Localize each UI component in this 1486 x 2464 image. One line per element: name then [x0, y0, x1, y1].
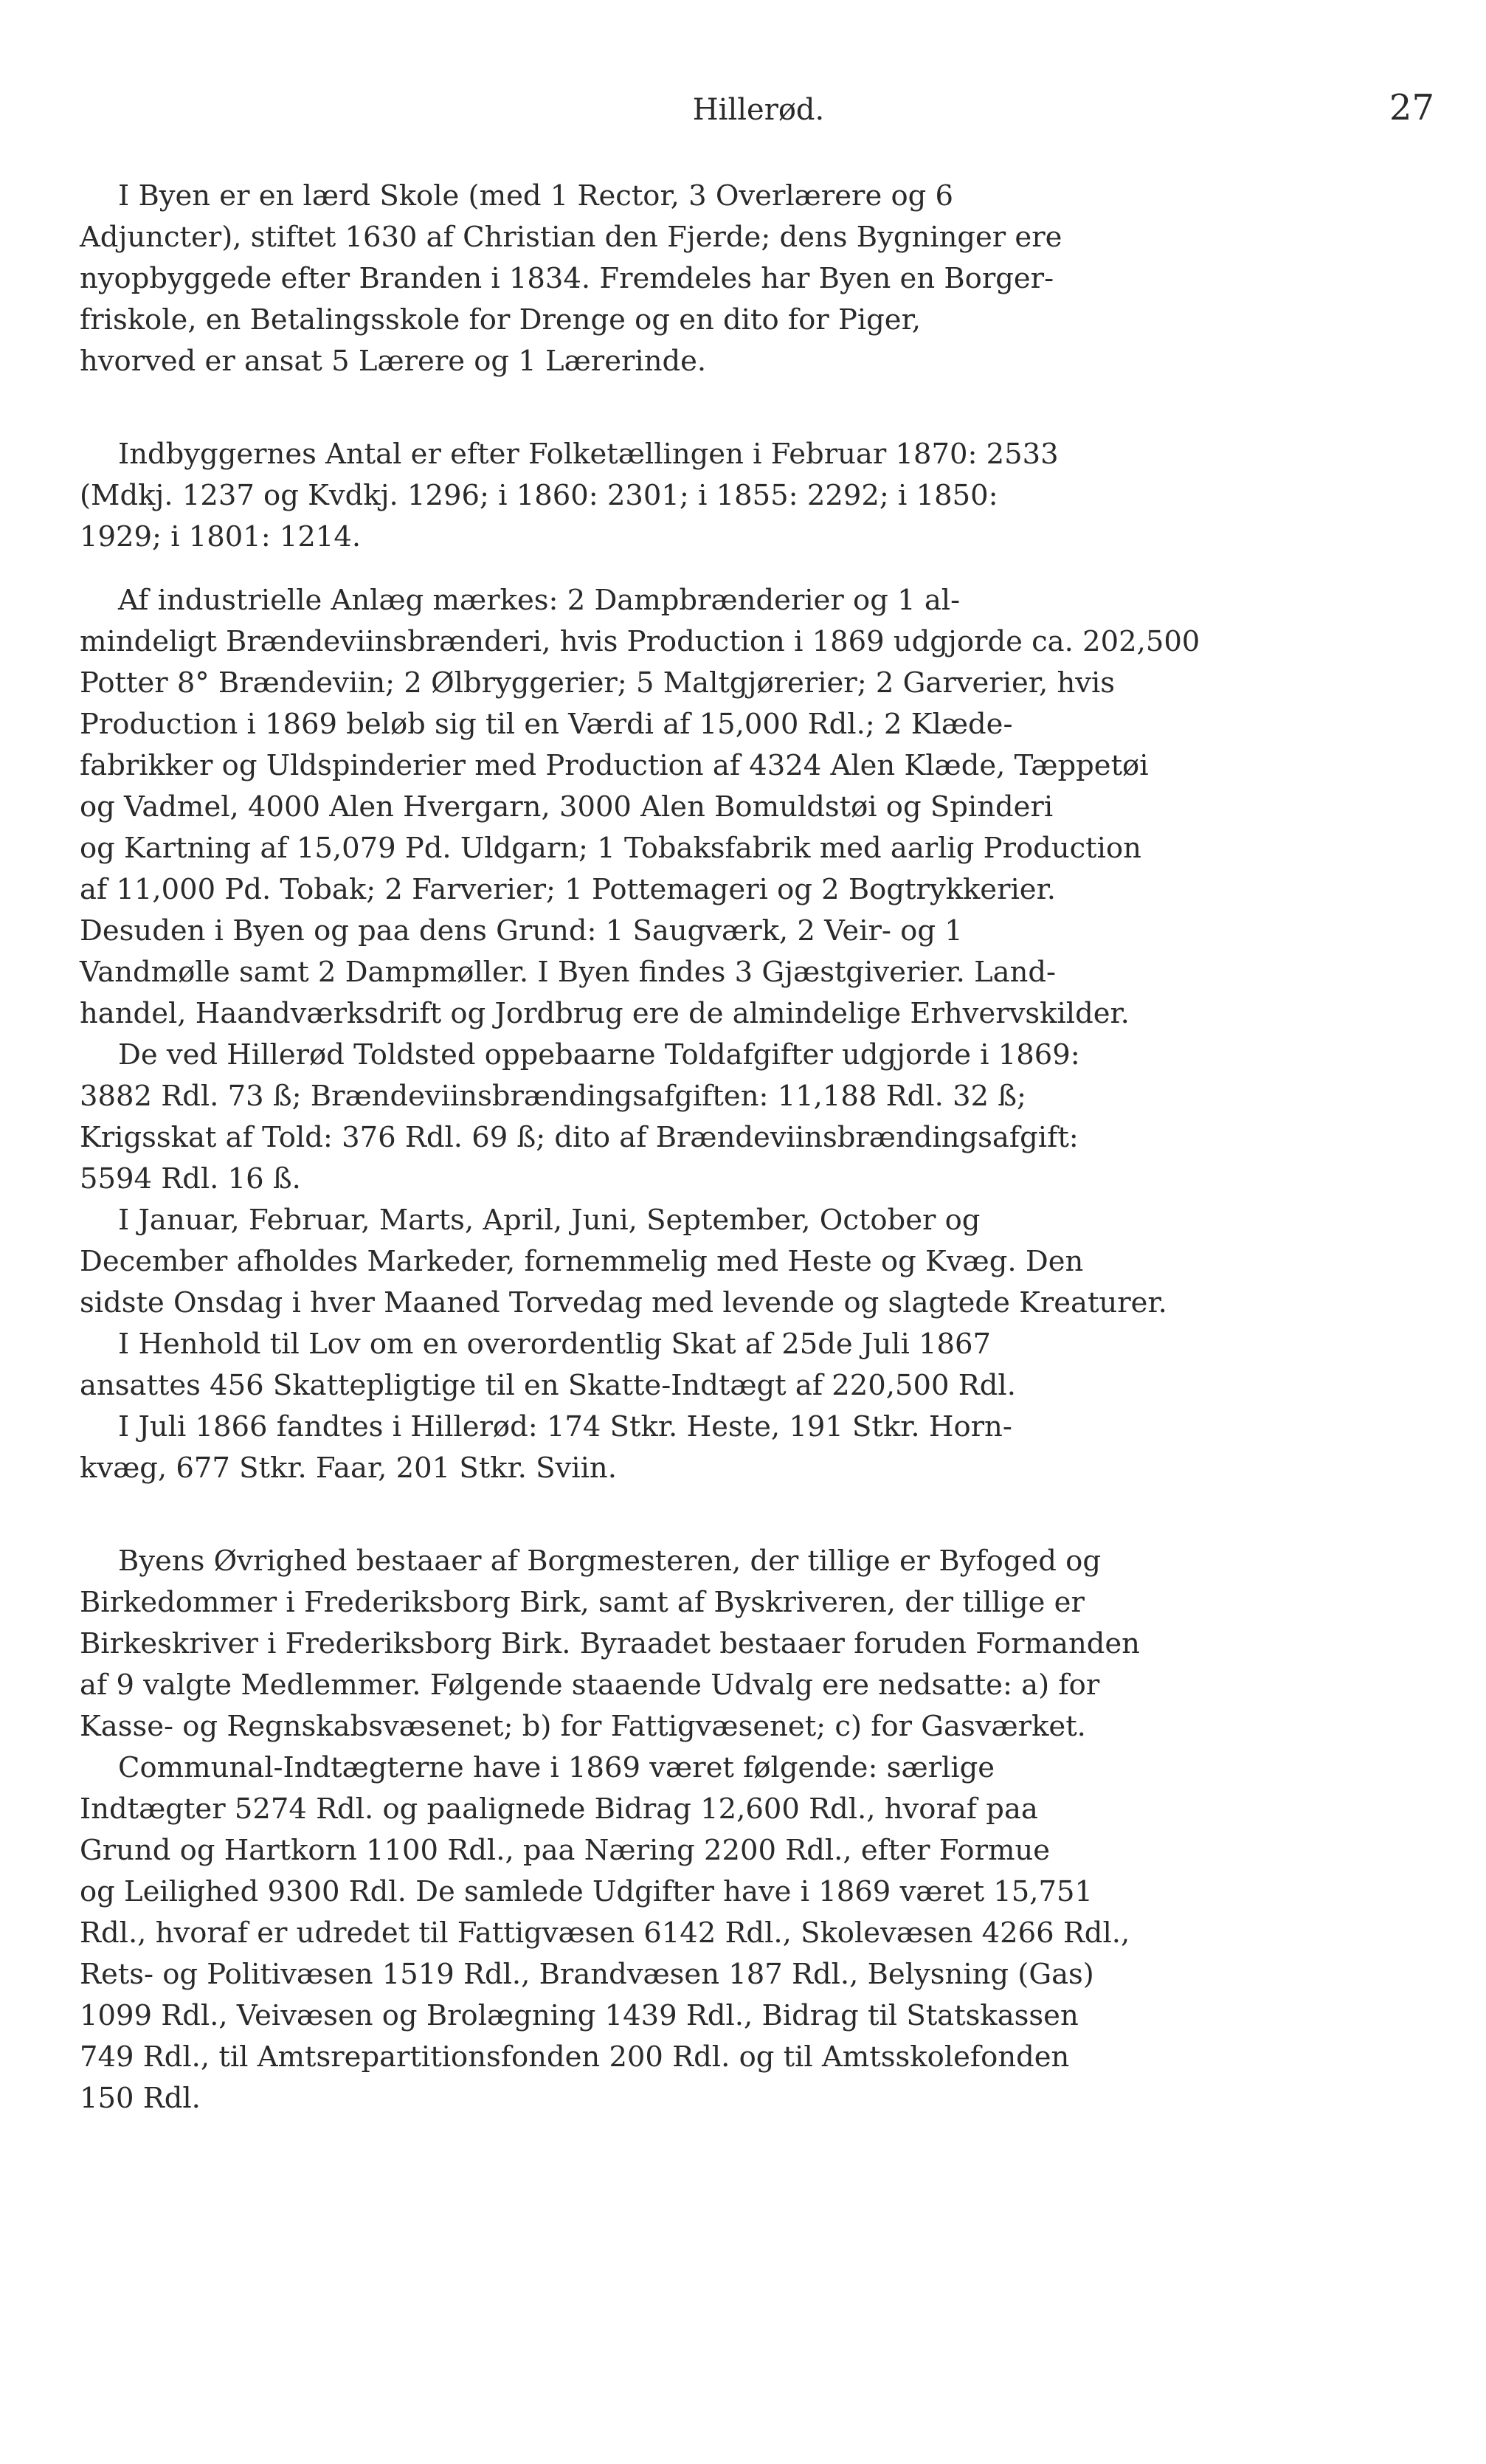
- paragraph-livestock: I Juli 1866 fandtes i Hillerød: 174 Stkr. Heste, 191 Stkr. Horn- kvæg, 677 Stkr. Faar, 201 Stkr. Sviin.: [80, 1410, 1012, 1485]
- page-number: 27: [1389, 87, 1434, 128]
- paragraph-communal-finances: Communal-Indtægterne have i 1869 været følgende: særlige Indtægter 5274 Rdl. og paalignede Bidrag 12,600 Rdl., hvoraf paa Grund og Hartkorn 1100 Rdl., paa Næring 2200 Rdl., efter Formue og Leilighed 9300 Rdl. De samlede Udgifter have i 1869 været 15,751 Rdl., hvoraf er udredet til Fattigvæsen 6142 Rdl., Skolevæsen 4266 Rdl., Rets- og Politivæsen 1519 Rdl., Brandvæsen 187 Rdl., Belysning (Gas) 1099 Rdl., Veivæsen og Brolægning 1439 Rdl., Bidrag til Statskassen 749 Rdl., til Amtsrepartitionsfonden 200 Rdl. og til Amtsskolefonden 150 Rdl.: [80, 1751, 1130, 2115]
- paragraph-industry: Af industrielle Anlæg mærkes: 2 Dampbrænderier og 1 al- mindeligt Brændeviinsbrænderi, hvis Production i 1869 udgjorde ca. 202,500 Potter 8° Brændeviin; 2 Ølbryggerier; 5 Maltgjørerier; 2 Garverier, hvis Production i 1869 beløb sig til en Værdi af 15,000 Rdl.; 2 Klæde- fabrikker og Uldspinderier med Production af 4324 Alen Klæde, Tæppetøi og Vadmel, 4000 Alen Hvergarn, 3000 Alen Bomuldstøi og Spinderi og Kartning af 15,079 Pd. Uldgarn; 1 Tobaksfabrik med aarlig Production af 11,000 Pd. Tobak; 2 Farverier; 1 Pottemageri og 2 Bogtrykkerier. Desuden i Byen og paa dens Grund: 1 Saugværk, 2 Veir- og 1 Vandmølle samt 2 Dampmøller. I Byen findes 3 Gjæstgiverier. Land- handel, Haandværksdrift og Jordbrug ere de almindelige Erhvervskilder.: [80, 584, 1200, 1030]
- body-text: [80, 176, 1297, 2119]
- paragraph-tax: I Henhold til Lov om en overordentlig Skat af 25de Juli 1867 ansattes 456 Skattepligtige til en Skatte-Indtægt af 220,500 Rdl.: [80, 1328, 1016, 1402]
- paragraph-population: Indbyggernes Antal er efter Folketællingen i Februar 1870: 2533 (Mdkj. 1237 og Kvdkj. 1296; i 1860: 2301; i 1855: 2292; i 1850: 1929; i 1801: 1214.: [80, 438, 1059, 553]
- paragraph-customs: De ved Hillerød Toldsted oppebaarne Toldafgifter udgjorde i 1869: 3882 Rdl. 73 ß; Brændeviinsbrændingsafgiften: 11,188 Rdl. 32 ß; Krigsskat af Told: 376 Rdl. 69 ß; dito af Brændeviinsbrændingsafgift: 5594 Rdl. 16 ß.: [80, 1038, 1080, 1195]
- paragraph-markets: I Januar, Februar, Marts, April, Juni, September, October og December afholdes Markeder, fornemmelig med Heste og Kvæg. Den sidste Onsdag i hver Maaned Torvedag med levende og slagtede Kreaturer.: [80, 1204, 1167, 1319]
- paragraph-school: I Byen er en lærd Skole (med 1 Rector, 3 Overlærere og 6 Adjuncter), stiftet 1630 af Christian den Fjerde; dens Bygninger ere nyopbyggede efter Branden i 1834. Fremdeles har Byen en Borger- friskole, en Betalingsskole for Drenge og en dito for Piger, hvorved er ansat 5 Lærere og 1 Lærerinde.: [80, 179, 1062, 378]
- running-head: Hillerød.: [692, 93, 825, 127]
- paragraph-authorities: Byens Øvrighed bestaaer af Borgmesteren, der tillige er Byfoged og Birkedommer i Frederiksborg Birk, samt af Byskriveren, der tillige er Birkeskriver i Frederiksborg Birk. Byraadet bestaaer foruden Formanden af 9 valgte Medlemmer. Følgende staaende Udvalg ere nedsatte: a) for Kasse- og Regnskabsvæsenet; b) for Fattigvæsenet; c) for Gasværket.: [80, 1545, 1140, 1743]
- page-header: [83, 87, 1434, 131]
